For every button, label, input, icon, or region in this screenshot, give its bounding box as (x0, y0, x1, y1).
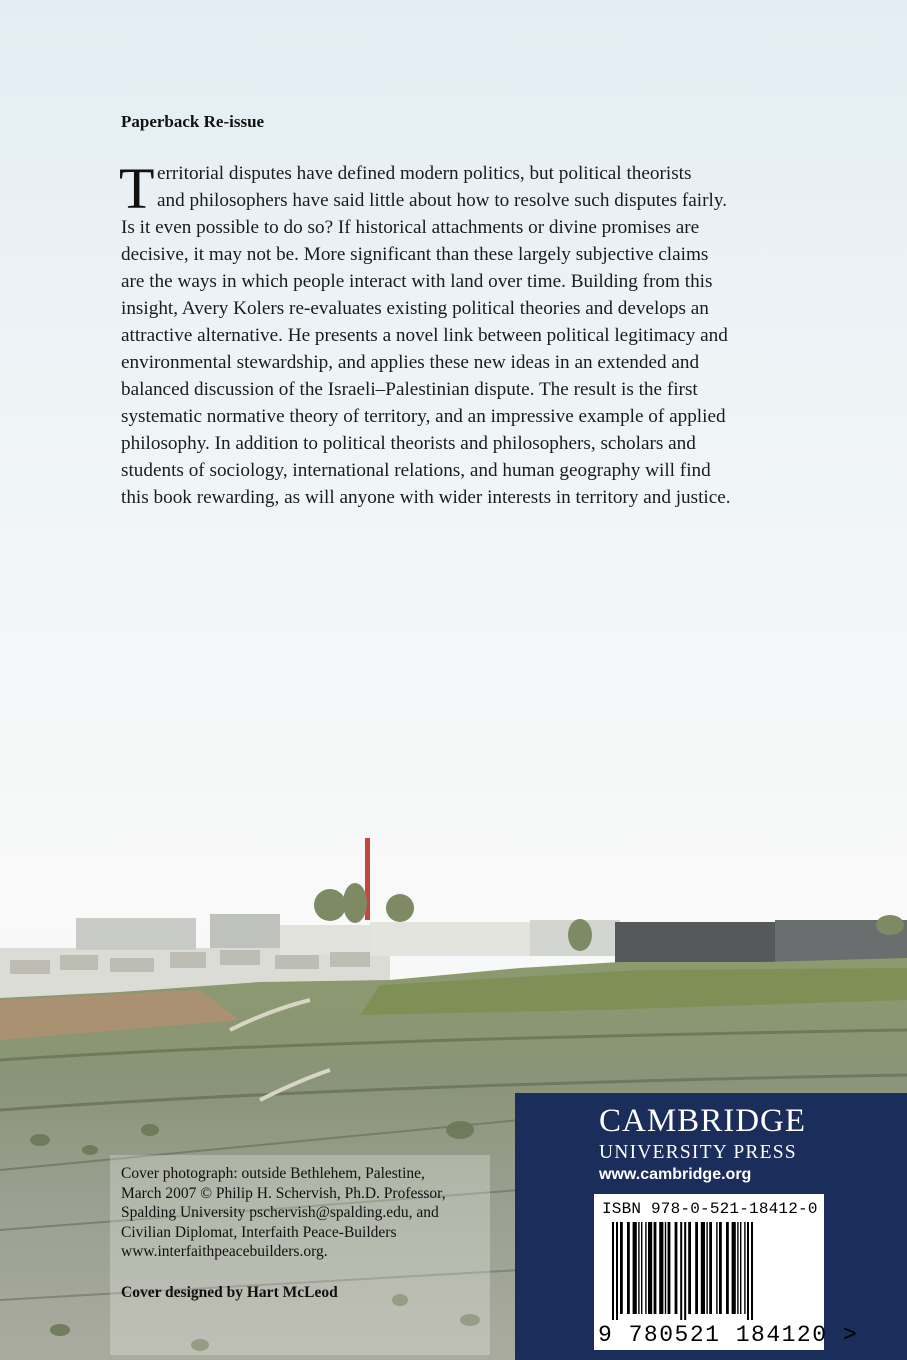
photo-credit-line: March 2007 © Philip H. Schervish, Ph.D. Professor, (121, 1184, 446, 1202)
publisher-name: CAMBRIDGE (599, 1103, 807, 1139)
description-line: erritorial disputes have defined modern politics, but political theorists (157, 163, 692, 184)
reissue-label: Paperback Re-issue (121, 112, 265, 131)
barcode-icon (594, 1220, 824, 1320)
description-line: decisive, it may not be. More significant than these largely subjective claims (121, 244, 709, 265)
barcode-panel (594, 1194, 859, 1350)
description-line: systematic normative theory of territory, and an impressive example of applied (121, 406, 726, 427)
description-line: and philosophers have said little about how to resolve such disputes fairly. (157, 190, 728, 211)
isbn-label: ISBN 978-0-521-18412-0 (602, 1200, 818, 1218)
drop-cap: T (119, 156, 155, 221)
publisher-url: www.cambridge.org (599, 1166, 752, 1183)
photo-credit-line: Spalding University pschervish@spalding.edu, and (121, 1204, 439, 1221)
publisher-subname: UNIVERSITY PRESS (599, 1142, 797, 1163)
designer-credit: Cover designed by Hart McLeod (121, 1284, 338, 1301)
description-line: attractive alternative. He presents a novel link between political legitimacy and (121, 325, 728, 346)
description-line: students of sociology, international relations, and human geography will find (121, 460, 711, 481)
description-line: insight, Avery Kolers re-evaluates existing political theories and develops an (121, 298, 709, 319)
book-description (119, 156, 731, 511)
description-line: balanced discussion of the Israeli–Palestinian dispute. The result is the first (121, 379, 698, 400)
photo-credit-line: Civilian Diplomat, Interfaith Peace-Builders (121, 1223, 397, 1241)
description-line: this book rewarding, as will anyone with wider interests in territory and justice. (121, 487, 731, 508)
publisher-block (515, 1093, 907, 1360)
barcode-number: 9 780521 184120 > (598, 1322, 859, 1348)
description-line: environmental stewardship, and applies these new ideas in an extended and (121, 352, 700, 373)
description-line: Is it even possible to do so? If historical attachments or divine promises are (121, 217, 700, 238)
photo-credit-line: Cover photograph: outside Bethlehem, Palestine, (121, 1165, 425, 1182)
photo-credit-line: www.interfaithpeacebuilders.org. (121, 1243, 328, 1260)
photo-credit (121, 1164, 481, 1262)
description-line: are the ways in which people interact with land over time. Building from this (121, 271, 713, 292)
description-line: philosophy. In addition to political theorists and philosophers, scholars and (121, 433, 696, 454)
